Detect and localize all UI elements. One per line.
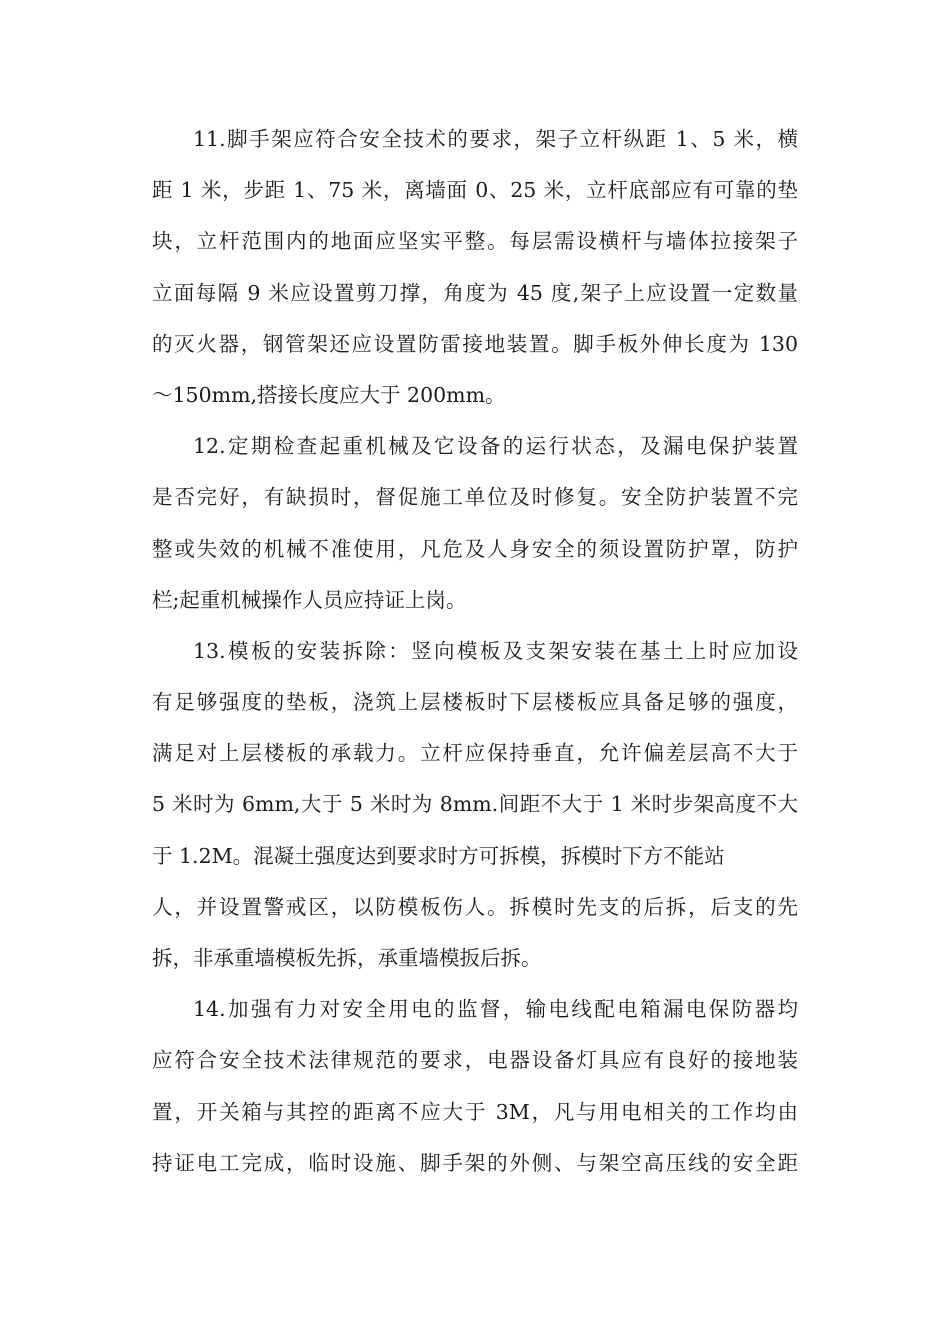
text-line: 13.模板的安装拆除：竖向模板及支架安装在基土上时应加设	[193, 638, 798, 663]
text-line: 栏;起重机械操作人员应持证上岗。	[152, 587, 467, 612]
paragraph-12	[152, 421, 798, 626]
text-line: 5 米时为 6mm,大于 5 米时为 8mm.间距不大于 1 米时步架高度不大	[152, 792, 798, 817]
text-line: 应符合安全技术法律规范的要求，电器设备灯具应有良好的接地装	[152, 1048, 798, 1073]
text-line: 满足对上层楼板的承载力。立杆应保持垂直，允许偏差层高不大于	[152, 741, 798, 766]
paragraph-14	[152, 984, 798, 1189]
text-line: 置，开关箱与其控的距离不应大于 3M，凡与用电相关的工作均由	[152, 1099, 798, 1124]
text-line: 人，并设置警戒区，以防模板伤人。拆模时先支的后拆，后支的先	[152, 894, 798, 919]
text-line: 11.脚手架应符合安全技术的要求，架子立杆纵距 1、5 米，横	[193, 127, 798, 151]
text-line: 立面每隔 9 米应设置剪刀撑，角度为 45 度,架子上应设置一定数量	[152, 280, 798, 305]
text-line: 拆，非承重墙模板先拆，承重墙模扳后拆。	[152, 946, 542, 970]
text-line: 距 1 米，步距 1、75 米，离墙面 0、25 米，立杆底部应有可靠的垫	[152, 178, 798, 203]
text-line: 是否完好，有缺损时，督促施工单位及时修复。安全防护装置不完	[152, 485, 798, 510]
text-line: 持证电工完成，临时设施、脚手架的外侧、与架空高压线的安全距	[152, 1150, 798, 1175]
text-line: 的灭火器，钢管架还应设置防雷接地装置。脚手板外伸长度为 130	[152, 331, 798, 356]
text-line: 整或失效的机械不准使用，凡危及人身安全的须设置防护罩，防护	[152, 536, 798, 561]
text-line: 12.定期检查起重机械及它设备的运行状态，及漏电保护装置	[193, 434, 798, 459]
text-line: 14.加强有力对安全用电的监督，输电线配电箱漏电保防器均	[193, 997, 798, 1022]
document-body	[152, 114, 798, 1189]
paragraph-11	[152, 114, 798, 421]
text-line: 块，立杆范围内的地面应坚实平整。每层需设横杆与墙体拉接架子	[152, 229, 798, 254]
paragraph-13	[152, 626, 798, 984]
text-line: 于 1.2M。混凝土强度达到要求时方可拆模，拆模时下方不能站	[152, 843, 725, 868]
text-line: ～150mm,搭接长度应大于 200mm。	[152, 382, 506, 407]
text-line: 有足够强度的垫板，浇筑上层楼板时下层楼板应具备足够的强度，	[152, 690, 798, 715]
